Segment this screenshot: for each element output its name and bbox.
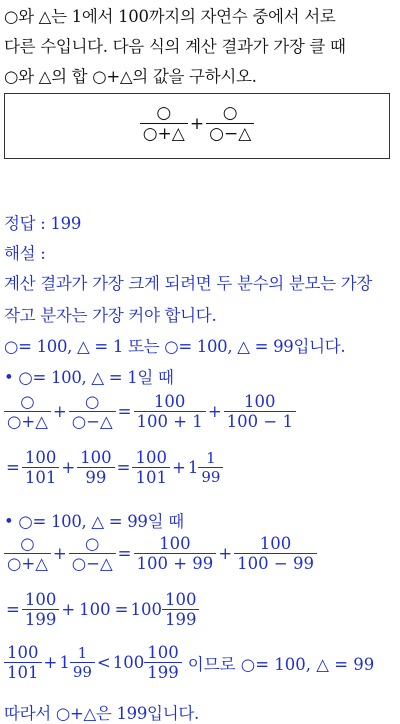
number: 100 (79, 600, 111, 619)
fraction-numerator: ○ (156, 103, 172, 123)
explanation-line-2: 작고 분자는 가장 커야 합니다. (4, 306, 217, 325)
fraction-numerator: 100 (80, 448, 112, 467)
comparison-line (4, 643, 376, 682)
fraction-numerator: ○ (20, 392, 35, 411)
plus-sign: + (218, 544, 233, 563)
fraction (162, 590, 200, 629)
question-line-3: ○와 △의 합 ○+△의 값을 구하시오. (4, 67, 257, 86)
less-than-sign: < (96, 653, 111, 672)
explanation-line-1: 계산 결과가 가장 크게 되려면 두 분수의 분모는 가장 (4, 274, 372, 293)
fraction-numerator: 100 (259, 534, 292, 553)
fraction-denominator: ○−△ (69, 553, 116, 573)
plus-sign: + (61, 600, 76, 619)
fraction-numerator: 100 (153, 392, 186, 411)
fraction-denominator: 100 − 1 (224, 411, 296, 431)
fraction (4, 392, 51, 431)
question-text (4, 2, 398, 92)
fraction-denominator: 101 (22, 467, 60, 487)
fraction (144, 643, 182, 682)
fraction-denominator: 101 (132, 467, 170, 487)
expression-box (4, 93, 390, 159)
fraction-numerator: ○ (20, 534, 35, 553)
fraction-numerator: 100 (244, 392, 276, 411)
equals-sign: = (6, 600, 20, 619)
equals-sign: = (117, 544, 132, 563)
explanation-label: 해설 : (4, 244, 46, 263)
fraction (77, 448, 115, 487)
question-line-2: 다른 수입니다. 다음 식의 계산 결과가 가장 클 때 (4, 37, 346, 56)
fraction-denominator: 99 (198, 467, 223, 486)
plus-sign: + (189, 113, 205, 134)
fraction-denominator: ○−△ (69, 411, 116, 431)
fraction (198, 449, 223, 486)
case-2-result (4, 590, 199, 629)
answer-label: 정답 : 199 (4, 214, 82, 233)
equals-sign: = (117, 402, 132, 421)
equals-sign: = (116, 458, 131, 477)
fraction-denominator: 199 (22, 609, 60, 629)
plus-sign: + (207, 402, 222, 421)
case-1-equation (4, 392, 296, 431)
plus-sign: + (52, 402, 67, 421)
equals-sign: = (6, 458, 20, 477)
fraction (70, 644, 95, 681)
fraction-denominator: ○+△ (4, 411, 51, 431)
fraction-denominator: 199 (162, 609, 200, 629)
fraction (4, 643, 42, 682)
fraction-numerator: 100 (24, 448, 57, 467)
case-2-title: • ○= 100, △ = 99일 때 (4, 512, 184, 531)
fraction-numerator: ○ (85, 392, 100, 411)
fraction (69, 392, 116, 431)
fraction (234, 534, 317, 573)
case-1-result (4, 448, 223, 487)
fraction-numerator: ○ (222, 103, 238, 123)
equals-sign: = (114, 600, 129, 619)
fraction-denominator: 100 + 1 (134, 411, 206, 431)
fraction-numerator: 100 (159, 534, 191, 553)
fraction (132, 448, 170, 487)
fraction (134, 534, 217, 573)
fraction-numerator: 100 (24, 590, 57, 609)
expression-fraction-2 (206, 103, 254, 144)
conclusion: 따라서 ○+△은 199입니다. (4, 704, 199, 723)
question-line-1: ○와 △는 1에서 100까지의 자연수 중에서 서로 (4, 7, 336, 26)
fraction (22, 448, 60, 487)
fraction (22, 590, 60, 629)
fraction (69, 534, 116, 573)
fraction-numerator: 100 (135, 448, 167, 467)
plus-sign: + (52, 544, 67, 563)
comparison-tail: 이므로 ○= 100, △ = 99 (187, 654, 375, 674)
expression (5, 103, 389, 144)
fraction (4, 534, 51, 573)
plus-sign: + (171, 458, 186, 477)
case-1-title: • ○= 100, △ = 1일 때 (4, 368, 174, 387)
mixed-whole: 100 (112, 653, 145, 672)
mixed-whole: 1 (59, 653, 70, 672)
fraction-numerator: 100 (147, 643, 179, 662)
cases-line: ○= 100, △ = 1 또는 ○= 100, △ = 99입니다. (4, 337, 346, 356)
fraction-denominator: 101 (4, 662, 42, 682)
fraction-denominator: 199 (144, 662, 182, 682)
fraction-denominator: 99 (77, 467, 115, 487)
plus-sign: + (43, 653, 58, 672)
fraction-numerator: 1 (77, 644, 88, 662)
plus-sign: + (61, 458, 76, 477)
fraction-denominator: 100 + 99 (134, 553, 217, 573)
fraction-numerator: 1 (206, 449, 216, 467)
fraction-denominator: ○+△ (4, 553, 51, 573)
mixed-whole: 100 (130, 600, 162, 619)
fraction-numerator: 100 (164, 590, 197, 609)
fraction (134, 392, 206, 431)
case-2-equation (4, 534, 317, 573)
mixed-whole: 1 (187, 458, 199, 477)
fraction-numerator: ○ (85, 534, 100, 553)
fraction-denominator: 100 − 99 (234, 553, 317, 573)
fraction-denominator: ○+△ (140, 123, 188, 144)
fraction-denominator: ○−△ (206, 123, 254, 144)
fraction-denominator: 99 (70, 662, 95, 681)
fraction (224, 392, 296, 431)
expression-fraction-1 (140, 103, 188, 144)
fraction-numerator: 100 (7, 643, 39, 662)
